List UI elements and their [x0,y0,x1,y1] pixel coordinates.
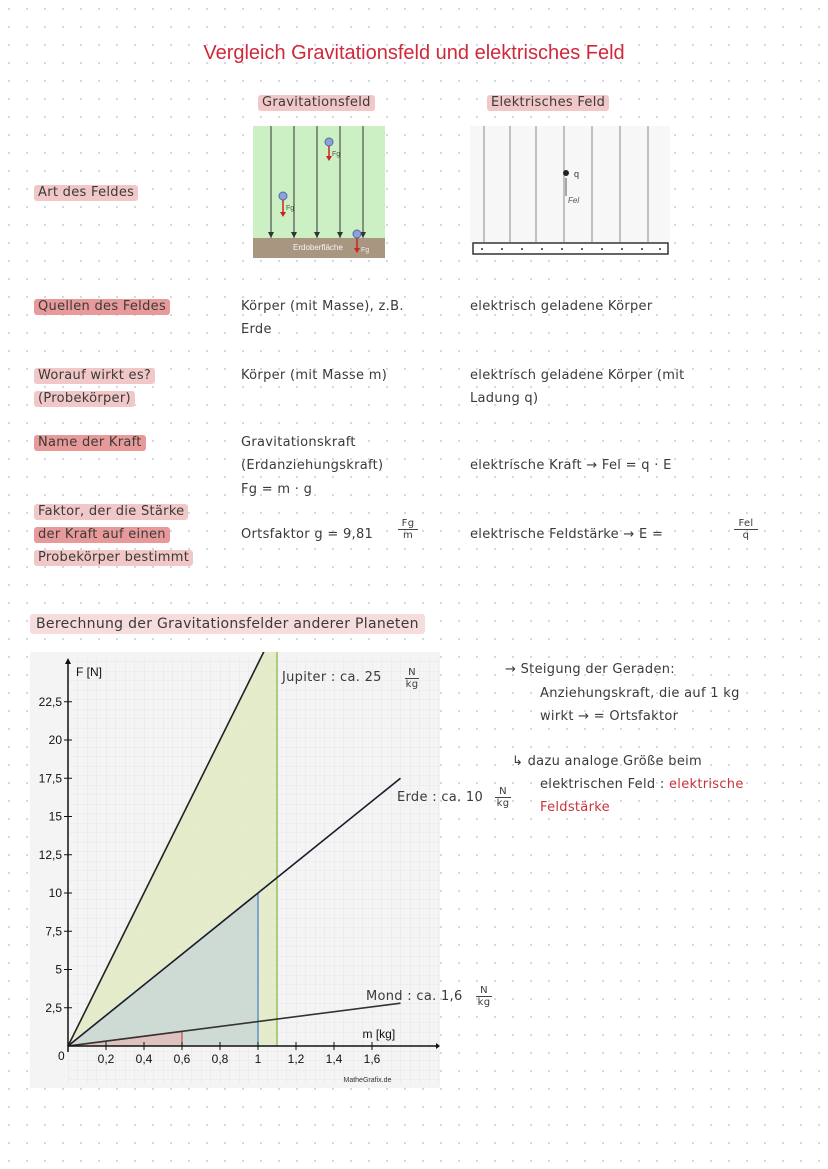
series-label-erde: Erde : ca. 10 [397,790,484,805]
jupiter-unit-num: N [405,667,419,679]
column-header-electric: Elektrisches Feld [487,95,609,111]
jupiter-unit [405,667,419,690]
row-label-faktor-1: Faktor, der die Stärke [34,504,188,520]
x-axis-label: m [kg] [362,1027,396,1041]
y-tick-label: 12,5 [38,847,62,862]
erdoberflaeche-label: Erdoberfläche [293,243,343,252]
faktor-gravity-prefix: Ortsfaktor g = 9,81 [241,527,374,542]
note-2: Anziehungskraft, die auf 1 kg [540,686,740,701]
y-axis-label: F [N] [76,665,102,679]
fg-label-1: Fg [286,205,295,212]
x-tick-label: 1 [254,1052,262,1066]
y-tick-label: 7,5 [45,924,62,939]
faktor-electric-prefix: elektrische Feldstärke → E = [470,527,664,542]
x-tick-label: 1,6 [363,1052,381,1066]
mond-unit [476,985,492,1008]
note-1: → Steigung der Geraden: [505,662,675,677]
note-5b: elektrische [669,777,744,792]
watermark: MatheGrafix.de [343,1077,392,1084]
faktor-gravity-fraction [398,518,418,541]
row-label-name: Name der Kraft [34,435,146,451]
quellen-electric: elektrisch geladene Körper [470,299,653,314]
faktor-electric-num: Fel [734,518,758,530]
fel-label: Fel [568,196,580,205]
y-tick-label: 10 [48,886,62,900]
name-gravity-3: Fg = m · g [241,482,313,497]
gravity-chart [30,652,440,1088]
series-label-jupiter: Jupiter : ca. 25 [282,670,382,685]
faktor-gravity-num: Fg [398,518,418,530]
note-6: Feldstärke [540,800,610,815]
name-electric: elektrische Kraft → Fel = q · E [470,458,672,473]
name-gravity-1: Gravitationskraft [241,435,356,450]
jupiter-unit-den: kg [405,679,419,690]
row-label-art: Art des Feldes [34,185,138,201]
y-tick-label: 22,5 [38,694,62,709]
fg-label-3: Fg [361,247,370,254]
row-label-worauf-2: (Probekörper) [34,391,135,407]
worauf-electric-2: Ladung q) [470,391,539,406]
row-label-worauf-1: Worauf wirkt es? [34,368,155,384]
fg-label-2: Fg [332,151,341,158]
y-tick-label: 5 [55,962,62,977]
note-3: wirkt → = Ortsfaktor [540,709,679,724]
y-tick-label: 2,5 [45,1000,62,1015]
mond-unit-num: N [476,985,492,997]
charge-q [563,170,569,176]
y-tick-label: 20 [48,733,62,747]
gravity-field-figure [253,126,385,258]
page-title: Vergleich Gravitationsfeld und elektrisches Feld [203,42,625,64]
x-tick-label: 0,4 [135,1052,153,1066]
y-tick-label: 15 [48,809,62,824]
name-gravity-2: (Erdanziehungskraft) [241,458,384,473]
x-tick-label: 1,2 [287,1052,305,1066]
faktor-electric-fraction [734,518,758,541]
faktor-gravity-den: m [402,530,414,541]
x-tick-label: 0,6 [173,1052,191,1066]
mond-unit-den: kg [477,997,491,1008]
worauf-gravity: Körper (mit Masse m) [241,368,388,383]
faktor-electric-den: q [742,530,750,541]
erde-unit-num: N [495,786,511,798]
column-header-gravity: Gravitationsfeld [258,95,375,111]
section2-heading: Berechnung der Gravitationsfelder anderer Planeten [30,614,425,634]
worauf-electric-1: elektrisch geladene Körper (mit [470,368,685,383]
erde-unit-den: kg [496,798,510,809]
note-4: ↳ dazu analoge Größe beim [512,754,702,769]
row-label-faktor-3: Probekörper bestimmt [34,550,193,566]
series-label-mond: Mond : ca. 1,6 [366,989,463,1004]
x-tick-label: 0,8 [211,1052,229,1066]
quellen-gravity-1: Körper (mit Masse), z.B. [241,299,404,314]
row-label-quellen: Quellen des Feldes [34,299,170,315]
row-label-faktor-2: der Kraft auf einen [34,527,170,543]
x-tick-label: 0,2 [97,1052,115,1066]
quellen-gravity-2: Erde [241,322,272,337]
y-tick-label: 17,5 [38,771,62,786]
electric-field-figure [470,126,670,258]
x-tick-label: 1,4 [325,1052,343,1066]
erde-unit [495,786,511,809]
note-5a: elektrischen Feld : [540,777,669,792]
origin-label: 0 [58,1049,65,1063]
q-label: q [574,169,580,179]
